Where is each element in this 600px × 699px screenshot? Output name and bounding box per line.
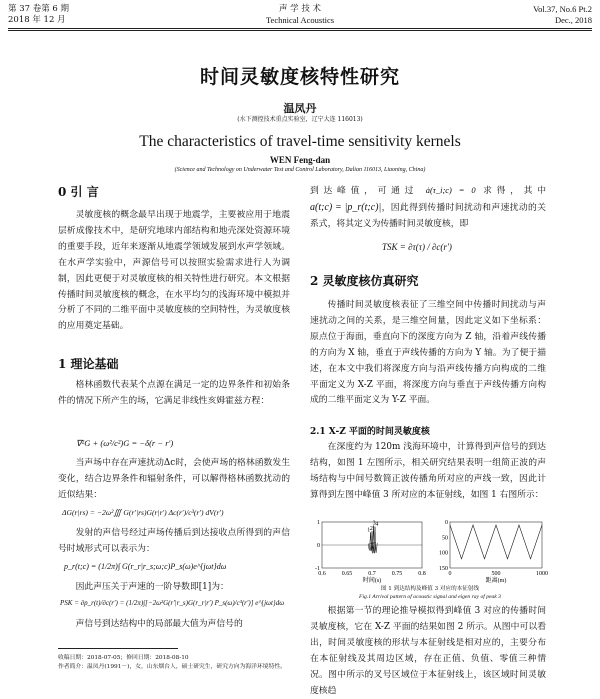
tsk-result-text: 根据第一节的理论推导模拟得到峰值 3 对应的传播时间灵敏度核，它在 X-Z 平面的结果如图 2 所示。从图中可以看出，时间灵敏度核的形状与本征射线是相对应的，主要分布在本征射线及其周边区域，存在正值、负值、零值三种情况。图中所示的叉号区域位于本征射线上，该区域时间灵敏度核趋 [310,606,546,696]
x-tick-label: 0.7 [368,571,376,577]
affiliation-en: (Science and Technology on Underwater Test and Control Laboratory, Dalian 116013, Liaoning, China) [174,167,426,173]
x-axis-label: 时间(s) [362,578,382,584]
subsection-2-1-title: 2.1 X-Z 平面的时间灵敏度核 [310,427,430,437]
derivative-paragraph [58,580,290,596]
journal-date-en: Dec., 2018 [554,15,592,25]
x-tick-label: 0.65 [341,571,353,577]
peak-eq-a: ȧ(τ_i;c) = 0 [425,185,476,195]
peak-label: 3 [372,520,376,527]
x-tick-label: 0.75 [391,571,403,577]
simulation-paragraph [310,298,546,409]
journal-name-en: Technical Acoustics [265,15,335,25]
paper-title-en: The characteristics of travel-time sensitivity kernels [139,133,461,150]
eigen-ray-line [450,525,542,559]
y-tick-label: 50 [442,535,448,542]
eigen-ray-chart [439,520,548,584]
received-date: 收稿日期：2018-07-05；修回日期：2018-08-10 [58,655,189,661]
y-tick-label: 0 [317,543,320,549]
x-tick-label: 1000 [536,571,548,577]
peak-label: 1 [367,527,371,534]
perturbation-paragraph [58,456,290,504]
x-axis-label: 距离(m) [485,578,507,584]
x-tick-label: 500 [491,571,501,577]
header-rule [8,28,592,29]
simulation-text: 传播时间灵敏度核表征了三维空间中传播时间扰动与声速扰动之间的关系，是三维空间量，因此定义如下坐标系：原点位于海面，垂直向下的深度方向为 Z 轴，沿着声线传播的方向为 X 轴，垂直于声线传播的方向为 Y 轴。为了便于描述，在本文中我们将深度方向与沿声线传播方向构成的二维平面定义为 X-Z 平面，将深度方向与垂直于声线传播方向构成的二维平面定义为 Y-Z 平面。 [310,300,546,406]
x-tick-label: 0 [448,571,452,577]
section-1-title: 1 理论基础 [58,357,119,371]
equation-5: TSK = ∂τ(τ) / ∂c(r′) [382,242,452,252]
peak-eq-b: a(t;c) = |p_r(t;c)| [310,201,382,213]
header-rule-2 [8,30,592,31]
arrival-text: 声信号到达结构中的局部最大值为声信号的 [75,619,243,629]
intro-text: 灵敏度核的概念最早出现于地震学，主要被应用于地震层析成像技术中，是研究地球内部结构和地壳深处资源环境的重要手段，近年来逐渐从地震学领域发展到水声学领域。在水声学实验中，声源信号可以按照实验需求进行人为调制，因此更便于对灵敏度核的相关特性进行研究。本文根据传播时间灵敏度核的概念，在水平均匀的浅海环境中模拟并分析了不同的二维平面中灵敏度核的空间特性，为灵敏度核的应用奠定基础。 [58,210,290,332]
journal-date: 2018 年 12 月 [8,15,66,25]
signal-text: 发射的声信号经过声场传播后到达接收点所得到的声信号时域形式可以表示为： [58,528,290,554]
plot-frame [450,522,542,568]
peak-paragraph [310,183,546,233]
section-0-title: 0 引 言 [58,185,99,199]
y-tick-label: 0 [445,520,448,526]
paper-title-cn: 时间灵敏度核特性研究 [199,66,400,88]
peak-text-a: 到达峰值，可通过 [310,186,419,196]
journal-volume: 第 37 卷第 6 期 [8,4,70,14]
y-tick-label: 1 [317,520,320,526]
author-en: WEN Feng-dan [269,155,331,165]
peak-text-c: ，因此得到传播时间扰动和声速扰动的关系式，将其定义为传播时间灵敏度核，即 [310,202,546,229]
affiliation-cn: (水下测控技术重点实验室，辽宁大连 116013) [237,116,363,123]
peak-text-b: 求得，其中 [483,186,546,196]
arrival-paragraph [58,617,290,633]
signal-paragraph [58,526,290,558]
xz-text: 在深度约为 120m 浅海环境中，计算得到声信号的到达结构，如图 1 左图所示，相关研究结果表明一组简正波的声场结构与中间号数简正波传播角所对应的声线一致，因此计算得到左图中峰值 3 所对应的本征射线，如图 1 右图所示： [310,442,546,500]
equation-1: ∇²G + (ω²/c²)G = −δ(r − r′) [76,438,174,448]
intro-paragraph [58,208,290,335]
figure-1 [310,518,550,584]
derivative-text: 因此声压关于声速的一阶导数即[1]为： [75,582,229,592]
figure-1-caption-cn: 图 1 到达结构及峰值 3 对应的本征射线 [380,586,480,592]
journal-volume-en: Vol.37, No.6 Pt.2 [533,4,592,14]
equation-3: p_r(t;c) = (1/2π)∫ G(r_r|r_s;ω;c)P_s(ω)e^{jωt}dω [64,562,227,571]
perturbation-text: 当声场中存在声速扰动Δc时，会使声场的格林函数发生变化，结合边界条件和辐射条件，可以解得格林函数扰动的近似结果： [58,458,290,500]
xz-paragraph [310,440,546,504]
theory-text: 格林函数代表某个点源在满足一定的边界条件和初始条件的情况下所产生的场，它满足非线性亥姆霍兹方程： [58,380,290,406]
equation-4: PSK = ∂p_r(t)/∂c(r′) = (1/2π)∫[−2ω²G(r′|r_s)G(r_r|r′) P_s(ω)/c³(r′)] e^{jωt}dω [60,599,285,607]
footnote-rule [58,648,178,649]
x-tick-label: 0.6 [318,571,326,577]
theory-paragraph [58,378,290,410]
tsk-result-paragraph [310,604,546,699]
arrival-pattern-chart [315,520,426,584]
peak-label: 2 [369,526,373,533]
x-tick-label: 0.8 [418,571,426,577]
peak-label: 4 [375,521,379,528]
author-bio: 作者简介：温凤丹(1991－)，女，山东烟台人，硕士研究生，研究方向为海洋环境特性。 [58,664,286,670]
y-tick-label: 150 [439,566,448,572]
figure-1-caption-en: Fig.1 Arrival pattern of acoustic signal and eigen ray of peak 3 [359,594,501,600]
section-2-title: 2 灵敏度核仿真研究 [310,274,419,288]
y-tick-label: -1 [315,566,320,572]
y-tick-label: 100 [439,550,448,557]
author-cn: 温凤丹 [283,102,317,115]
equation-2: ΔG(r|rs) = −2ω²∭ G(r′|rs)G(r|r′) Δc(r′)/c³(r′) dV(r′) [62,508,224,517]
journal-name-cn: 声 学 技 术 [278,4,322,14]
